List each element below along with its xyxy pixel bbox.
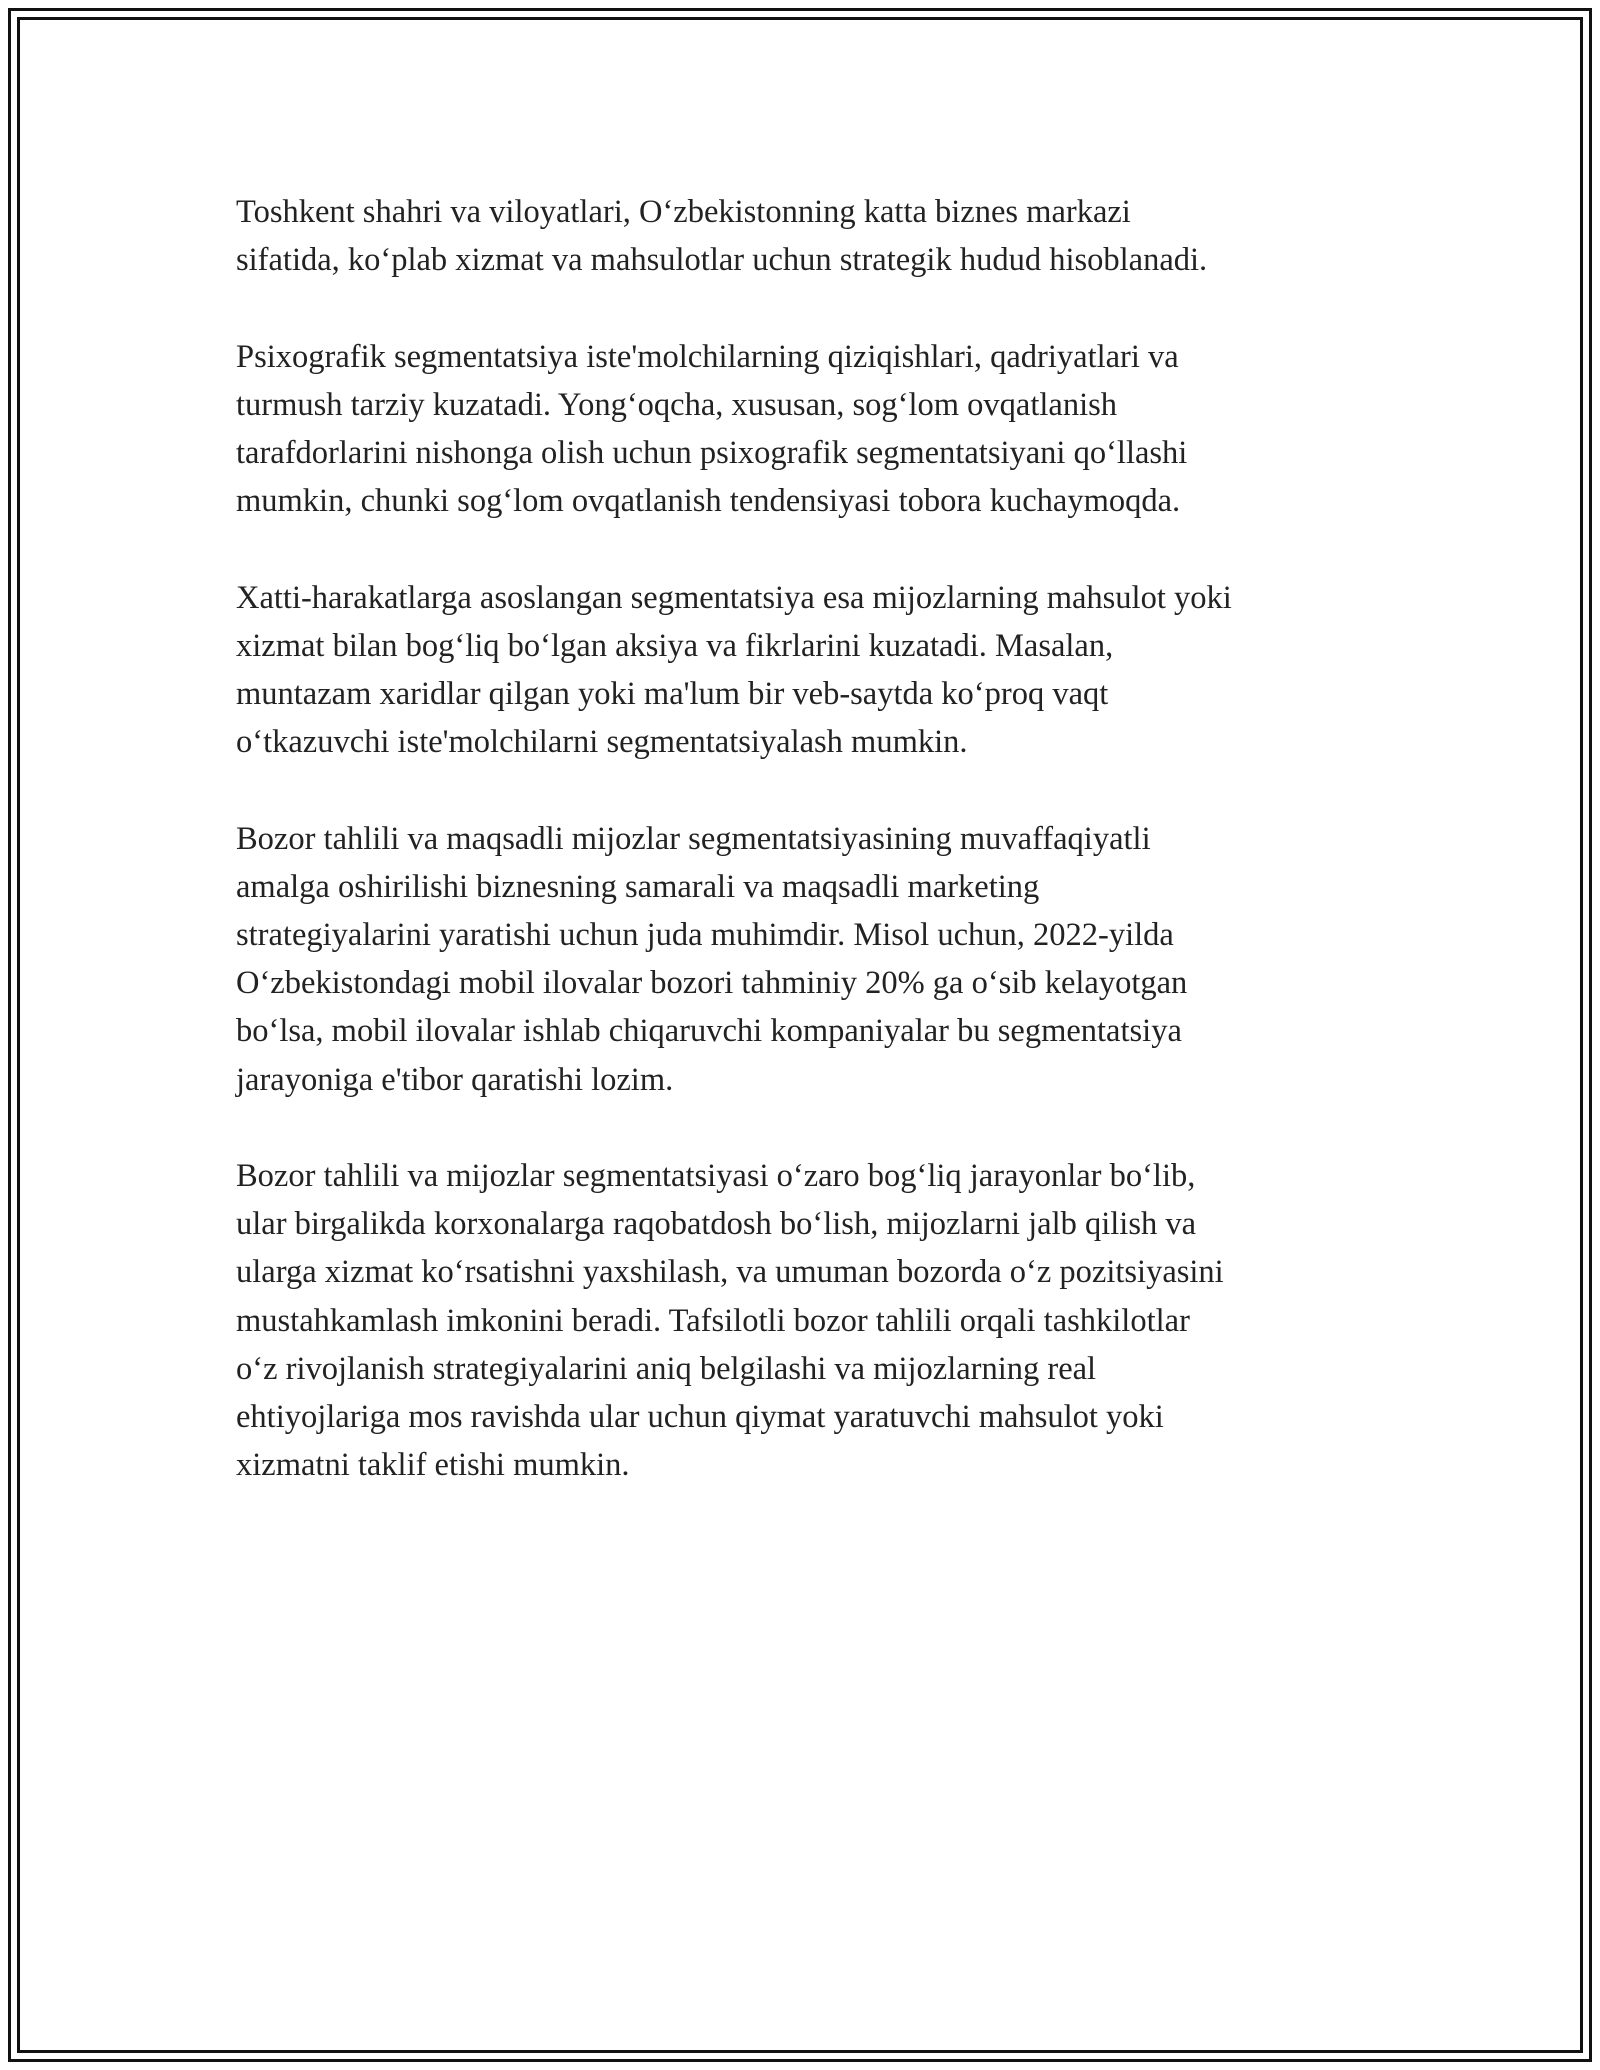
text-line: O‘zbekistondagi mobil ilovalar bozori tahminiy 20% ga o‘sib kelayotgan	[236, 965, 1188, 1002]
text-line: sifatida, ko‘plab xizmat va mahsulotlar uchun strategik hudud hisoblanadi.	[236, 242, 1208, 279]
paragraph-5	[236, 1152, 1386, 1489]
text-line: ularga xizmat ko‘rsatishni yaxshilash, va umuman bozorda o‘z pozitsiyasini	[236, 1254, 1224, 1291]
paragraph-4	[236, 815, 1386, 1104]
text-line: ular birgalikda korxonalarga raqobatdosh bo‘lish, mijozlarni jalb qilish va	[236, 1206, 1197, 1243]
text-line: Xatti-harakatlarga asoslangan segmentatsiya esa mijozlarning mahsulot yoki	[236, 579, 1232, 616]
text-line: o‘tkazuvchi iste'molchilarni segmentatsiyalash mumkin.	[236, 724, 968, 761]
text-line: ehtiyojlariga mos ravishda ular uchun qiymat yaratuvchi mahsulot yoki	[236, 1399, 1164, 1436]
text-line: xizmatni taklif etishi mumkin.	[236, 1447, 630, 1484]
text-line: strategiyalarini yaratishi uchun juda muhimdir. Misol uchun, 2022-yilda	[236, 917, 1174, 953]
text-line: Toshkent shahri va viloyatlari, O‘zbekistonning katta biznes markazi	[236, 194, 1131, 230]
text-line: amalga oshirilishi biznesning samarali va maqsadli marketing	[236, 868, 1040, 905]
paragraph-1	[236, 188, 1386, 284]
text-line: tarafdorlarini nishonga olish uchun psixografik segmentatsiyani qo‘llashi	[236, 435, 1188, 471]
text-line: bo‘lsa, mobil ilovalar ishlab chiqaruvchi kompaniyalar bu segmentatsiya	[236, 1013, 1182, 1050]
document-body	[236, 188, 1386, 1538]
paragraph-2	[236, 333, 1386, 526]
text-line: jarayoniga e'tibor qaratishi lozim.	[236, 1061, 674, 1098]
text-line: Psixografik segmentatsiya iste'molchilarning qiziqishlari, qadriyatlari va	[236, 338, 1179, 375]
text-line: turmush tarziy kuzatadi. Yong‘oqcha, xususan, sog‘lom ovqatlanish	[236, 386, 1117, 423]
text-line: Bozor tahlili va mijozlar segmentatsiyasi o‘zaro bog‘liq jarayonlar bo‘lib,	[236, 1158, 1196, 1194]
text-line: Bozor tahlili va maqsadli mijozlar segmentatsiyasining muvaffaqiyatli	[236, 820, 1151, 857]
text-line: mustahkamlash imkonini beradi. Tafsilotli bozor tahlili orqali tashkilotlar	[236, 1302, 1190, 1339]
paragraph-3	[236, 574, 1386, 767]
text-line: muntazam xaridlar qilgan yoki ma'lum bir veb-saytda ko‘proq vaqt	[236, 676, 1109, 712]
text-line: mumkin, chunki sog‘lom ovqatlanish tendensiyasi tobora kuchaymoqda.	[236, 483, 1181, 520]
text-line: xizmat bilan bog‘liq bo‘lgan aksiya va fikrlarini kuzatadi. Masalan,	[236, 627, 1114, 664]
text-line: o‘z rivojlanish strategiyalarini aniq belgilashi va mijozlarning real	[236, 1350, 1097, 1387]
